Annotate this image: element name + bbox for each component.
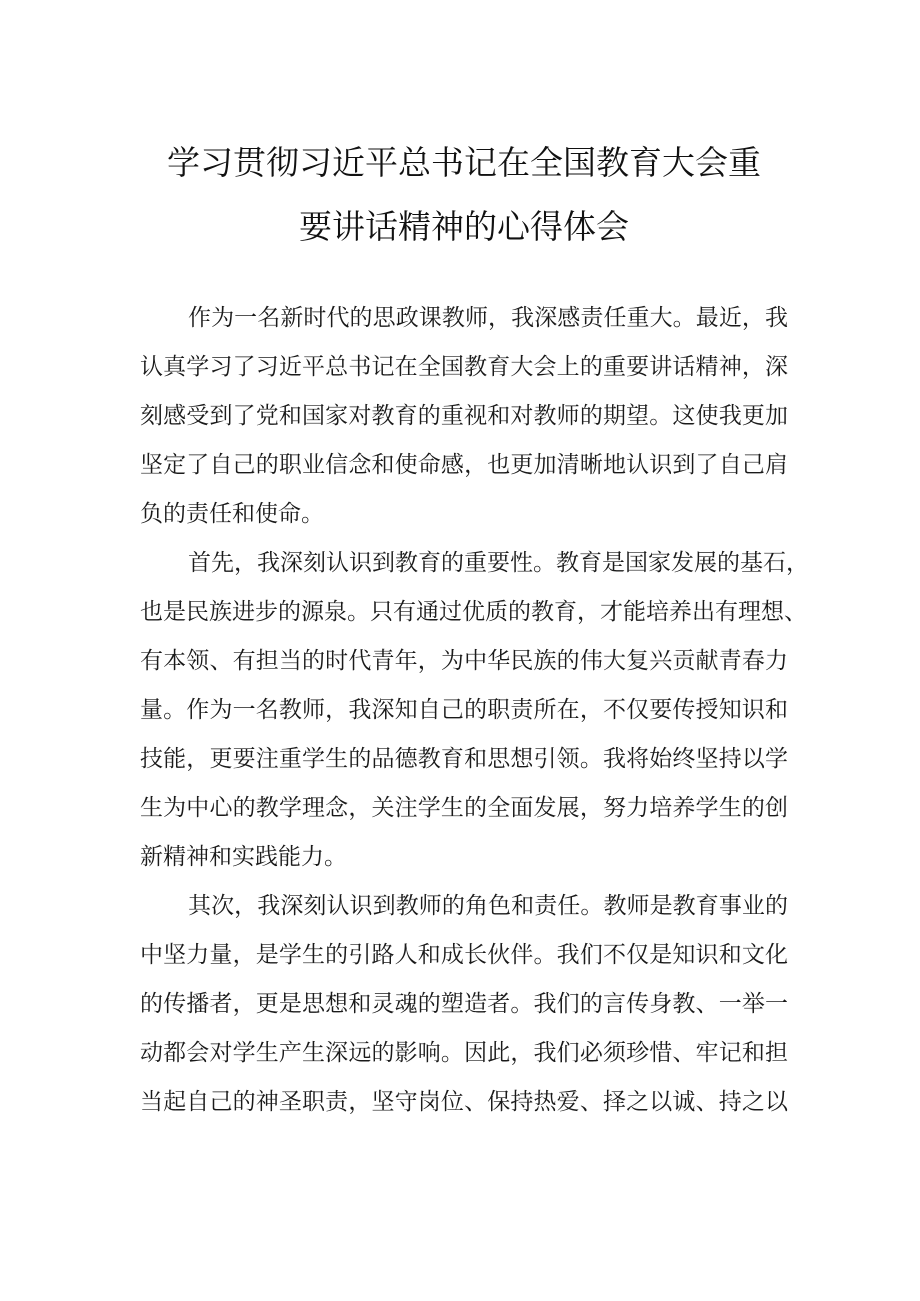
paragraph-2-line-3: 有本领、有担当的时代青年，为中华民族的伟大复兴贡献青春力 [140, 648, 788, 674]
paragraph-2-line-4: 量。作为一名教师，我深知自己的职责所在，不仅要传授知识和 [140, 697, 788, 723]
paragraph-1-line-1: 作为一名新时代的思政课教师，我深感责任重大。最近，我 [188, 305, 788, 331]
paragraph-3-line-2: 中坚力量，是学生的引路人和成长伙伴。我们不仅是知识和文化 [140, 942, 788, 968]
paragraph-2-line-5: 技能，更要注重学生的品德教育和思想引领。我将始终坚持以学 [140, 746, 788, 772]
paragraph-3-line-5: 当起自己的神圣职责，坚守岗位、保持热爱、择之以诚、持之以 [140, 1089, 788, 1115]
document-title-line-2: 要讲话精神的心得体会 [299, 207, 629, 246]
paragraph-3-line-1: 其次，我深刻认识到教师的角色和责任。教师是教育事业的 [188, 893, 788, 919]
paragraph-1-line-5: 负的责任和使命。 [140, 501, 324, 527]
paragraph-3-line-4: 动都会对学生产生深远的影响。因此，我们必须珍惜、牢记和担 [140, 1040, 788, 1066]
paragraph-1-line-3: 刻感受到了党和国家对教育的重视和对教师的期望。这使我更加 [140, 403, 788, 429]
paragraph-3-line-3: 的传播者，更是思想和灵魂的塑造者。我们的言传身教、一举一 [140, 991, 788, 1017]
paragraph-1-line-4: 坚定了自己的职业信念和使命感，也更加清晰地认识到了自己肩 [140, 452, 788, 478]
paragraph-2-line-7: 新精神和实践能力。 [140, 844, 347, 870]
paragraph-2-line-6: 生为中心的教学理念，关注学生的全面发展，努力培养学生的创 [140, 795, 788, 821]
document-title-line-1: 学习贯彻习近平总书记在全国教育大会重 [167, 143, 761, 182]
paragraph-2-line-1: 首先，我深刻认识到教育的重要性。教育是国家发展的基石， [188, 550, 809, 576]
paragraph-2-line-2: 也是民族进步的源泉。只有通过优质的教育，才能培养出有理想、 [140, 599, 807, 625]
paragraph-1-line-2: 认真学习了习近平总书记在全国教育大会上的重要讲话精神，深 [140, 354, 788, 380]
